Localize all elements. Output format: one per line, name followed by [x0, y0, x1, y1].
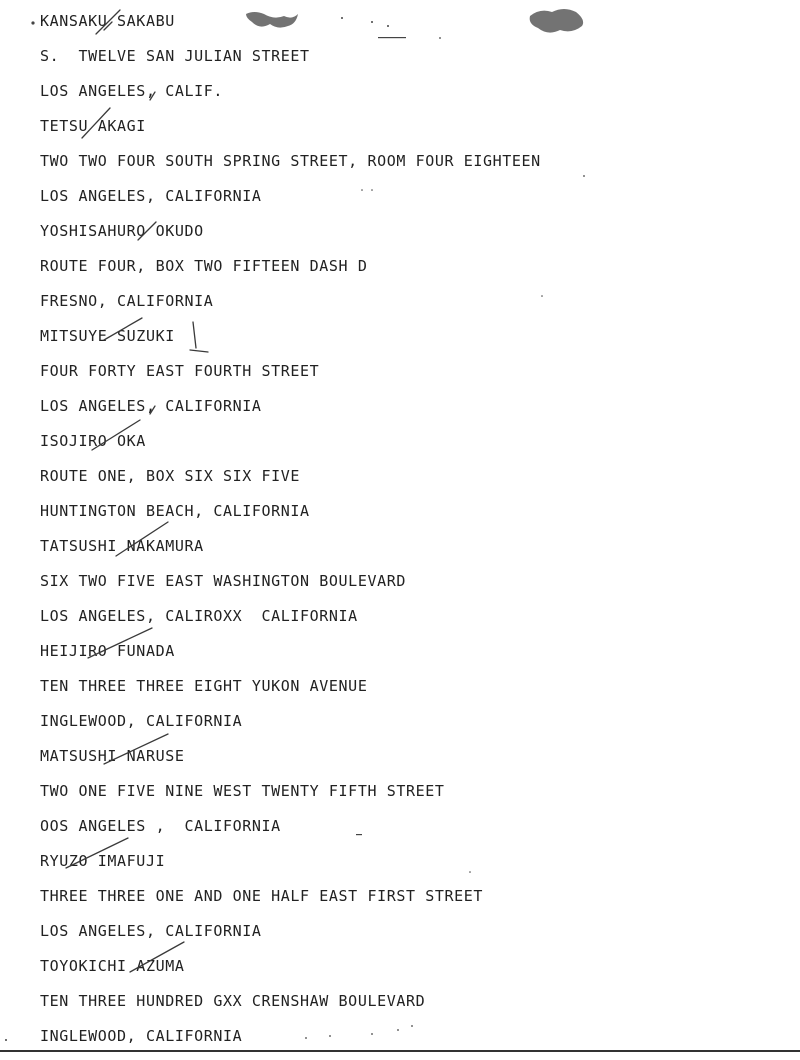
- name-line: YOSHISAHURO OKUDO: [40, 222, 204, 240]
- street-line: ROUTE ONE, BOX SIX SIX FIVE: [40, 467, 301, 485]
- city-line: FRESNO, CALIFORNIA: [40, 292, 214, 310]
- city-line: HUNTINGTON BEACH, CALIFORNIA: [40, 502, 310, 520]
- street-line: ROUTE FOUR, BOX TWO FIFTEEN DASH D: [40, 257, 368, 275]
- name-line: TOYOKICHI AZUMA: [40, 957, 185, 975]
- name-line: KANSAKU SAKABU: [40, 12, 175, 30]
- name-line: MITSUYE SUZUKI: [40, 327, 175, 345]
- city-line: INGLEWOOD, CALIFORNIA: [40, 1027, 243, 1045]
- city-line: INGLEWOOD, CALIFORNIA: [40, 712, 243, 730]
- name-line: RYUZO IMAFUJI: [40, 852, 166, 870]
- name-line: MATSUSHI NARUSE: [40, 747, 185, 765]
- name-line: TATSUSHI NAKAMURA: [40, 537, 204, 555]
- address-list: [40, 10, 541, 1060]
- street-line: TWO ONE FIVE NINE WEST TWENTY FIFTH STREET: [40, 782, 445, 800]
- street-line: SIX TWO FIVE EAST WASHINGTON BOULEVARD: [40, 572, 406, 590]
- city-line: LOS ANGELES, CALIFORNIA: [40, 397, 262, 415]
- street-line: FOUR FORTY EAST FOURTH STREET: [40, 362, 320, 380]
- name-line: TETSU AKAGI: [40, 117, 146, 135]
- city-line: LOS ANGELES, CALIROXX CALIFORNIA: [40, 607, 358, 625]
- street-line: TEN THREE HUNDRED GXX CRENSHAW BOULEVARD: [40, 992, 426, 1010]
- street-line: THREE THREE ONE AND ONE HALF EAST FIRST STREET: [40, 887, 484, 905]
- name-line: ISOJIRO OKA: [40, 432, 146, 450]
- street-line: S. TWELVE SAN JULIAN STREET: [40, 47, 310, 65]
- city-line: OOS ANGELES , CALIFORNIA: [40, 817, 281, 835]
- city-line: LOS ANGELES, CALIF.: [40, 82, 223, 100]
- city-line: LOS ANGELES, CALIFORNIA: [40, 922, 262, 940]
- name-line: HEIJIRO FUNADA: [40, 642, 175, 660]
- street-line: TEN THREE THREE EIGHT YUKON AVENUE: [40, 677, 368, 695]
- bottom-edge-line: [0, 1050, 800, 1052]
- city-line: LOS ANGELES, CALIFORNIA: [40, 187, 262, 205]
- street-line: TWO TWO FOUR SOUTH SPRING STREET, ROOM FOUR EIGHTEEN: [40, 152, 541, 170]
